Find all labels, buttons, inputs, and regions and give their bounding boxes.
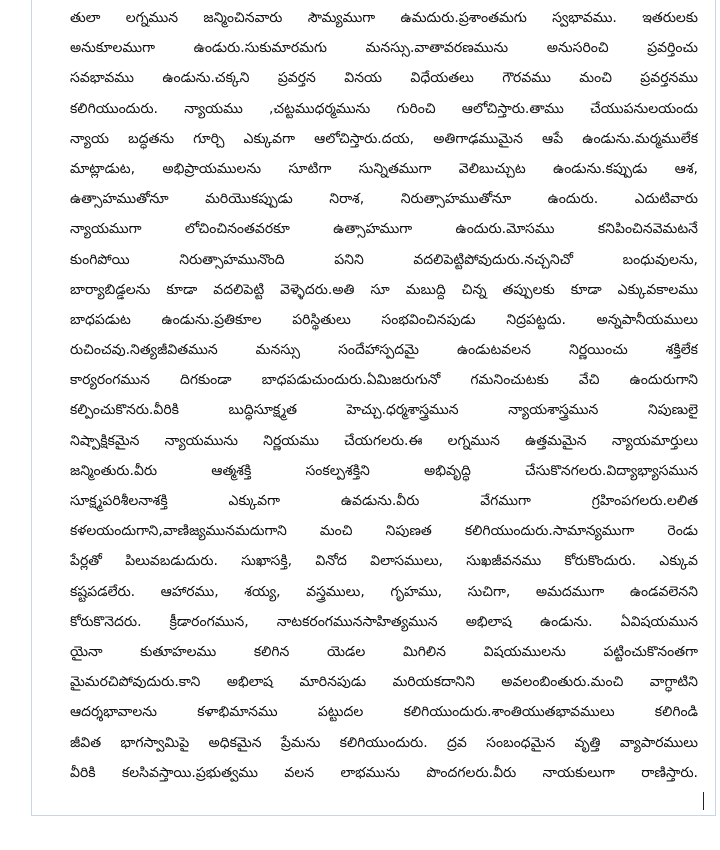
text-line: మైమరచిపోవుదురు.కాని అభిలాష మారినపుడు మరియకదానిని అవలంబింతురు.మంచి వాగ్ధాటిని bbox=[70, 674, 698, 691]
text-line: న్యాయముగా లోచించినంతవరకూ ఉత్సాహముగా ఉందురు.మోసము కనిపించినవెమటనే bbox=[70, 221, 698, 238]
text-line: కల్పించుకొనరు.వీరికి బుద్ధిసూక్ష్మత హెచ్చు.ధర్మశాస్త్రమున న్యాయశాస్త్రమున నిపుణులై bbox=[70, 402, 698, 419]
text-line: వీరికి కలసివస్తాయి.ప్రభుత్వము వలన లాభమును పొందగలరు.వీరు నాయకులుగా రాణిస్తారు. bbox=[70, 764, 698, 781]
text-line: నిష్పాక్షికమైన న్యాయమును నిర్ణయము చేయగలరు.ఈ లగ్నమున ఉత్తమమైన న్యాయమార్తులు bbox=[70, 432, 698, 449]
document-text[interactable] bbox=[70, 3, 698, 788]
text-line: అనుకూలముగా ఉండురు.సుకుమారమగు మనస్సు.వాతావరణమును అనుసరించి ప్రవర్తించు bbox=[70, 40, 698, 57]
text-line: సూక్ష్మపరిశీలనాశక్తి ఎక్కువగా ఉవడును.వీరు వేగముగా గ్రహింపగలరు.లలిత bbox=[70, 493, 698, 509]
text-line: సవభావము ఉండును.చక్కని ప్రవర్తన వినయ విధేయతలు గౌరవము మంచి ప్రవర్తనము bbox=[70, 70, 698, 87]
text-line: కార్యరంగమున దిగకుండా బాధపడుచుందురు.ఏమిజరుగునో గమనించుటకు వేచి ఉందురుగాని bbox=[70, 372, 698, 389]
text-line: కళలయందుగాని,వాణిజ్యమునమదుగాని మంచి నిపుణత కలిగియుందురు.సామాన్యముగా రెండు bbox=[70, 523, 698, 540]
text-line: బాధపడుట ఉండును.ప్రతికూల పరిస్థితులు సంభవించినపుడు నిద్రపట్టదు. అన్నపానీయములు bbox=[70, 311, 698, 328]
text-line: కష్టపడలేరు. ఆహారము, శయ్య, వస్త్రములు, గృహము, సుచిగా, అమదముగా ఉండవలెనని bbox=[70, 583, 698, 600]
text-line: యైనా కుతూహలము కలిగిన యెడల మిగిలిన విషయములను పట్టించుకొనంతగా bbox=[70, 643, 698, 660]
text-line: పేర్లతో పిలువబడుదురు. సుఖాసక్తి, వినోద విలాసములు, సుఖజీవనము కోరుకొందురు. ఎక్కువ bbox=[70, 553, 698, 570]
text-line: ఆదర్శభావాలను కళాభిమానము పట్టుదల కలిగియుందురు.శాంతియుతభావములు కలిగిండి bbox=[70, 704, 698, 721]
text-line: కుంగిపోయి నిరుత్సాహమునొంది పనిని వదలిపెట్టిపోవుదురు.నచ్చనిచో బంధువులను, bbox=[70, 251, 698, 268]
text-line: కోరుకొనెదరు. క్రీడారంగమున, నాటకరంగమునసాహిత్యమున అభిలాష ఉండును. ఏవిషయమున bbox=[70, 613, 698, 630]
text-cursor bbox=[703, 792, 704, 810]
text-line: తులా లగ్నమున జన్మించినవారు సౌమ్యముగా ఉమదురు.ప్రశాంతమగు స్వభావము. ఇతరులకు bbox=[70, 10, 698, 26]
text-line: ఉత్సాహముతోనూ మరియొకప్పుడు నిరాశ, నిరుత్సాహముతోనూ ఉందురు. ఎదుటివారు bbox=[70, 191, 698, 208]
text-line: బార్యాబిడ్డలను కూడా వదలిపెట్టి వెళ్ళెదరు.అతి సూ మబుద్ది చిన్న తప్పులకు కూడా ఎక్కువకాలము bbox=[70, 281, 698, 298]
text-line: రుచించవు.నిత్యజీవితమున మనస్సు సందేహాస్పదమై ఉండుటవలన నిర్ణయించు శక్తిలేక bbox=[70, 342, 698, 359]
text-line: జన్మింతురు.వీరు ఆత్మశక్తి సంకల్పశక్తిని అభివృద్ధి చేసుకొనగలరు.విద్యాభ్యాసమున bbox=[70, 462, 698, 479]
document-page bbox=[31, 0, 716, 816]
text-line: న్యాయ బద్ధతను గూర్చి ఎక్కువగా ఆలోచిస్తారు.దయ, అతిగాఢముమైన ఆపే ఉండును.మర్మములేక bbox=[70, 130, 698, 147]
text-line: మాట్లాడుట, అభిప్రాయములను సూటిగా సున్నితముగా వెలిబుచ్చుట ఉండును.కప్పుడు ఆశ, bbox=[70, 160, 698, 177]
text-line: కలిగియుందురు. న్యాయము ,చట్టముధర్మమును గురించి ఆలోచిస్తారు.తాము చేయుపనులయందు bbox=[70, 100, 698, 117]
text-line: జీవిత భాగస్వామిపై అధికమైన ప్రేమను కలిగియుందురు. ద్రవ సంబంధమైన వృత్తి వ్యాపారములు bbox=[70, 734, 698, 751]
